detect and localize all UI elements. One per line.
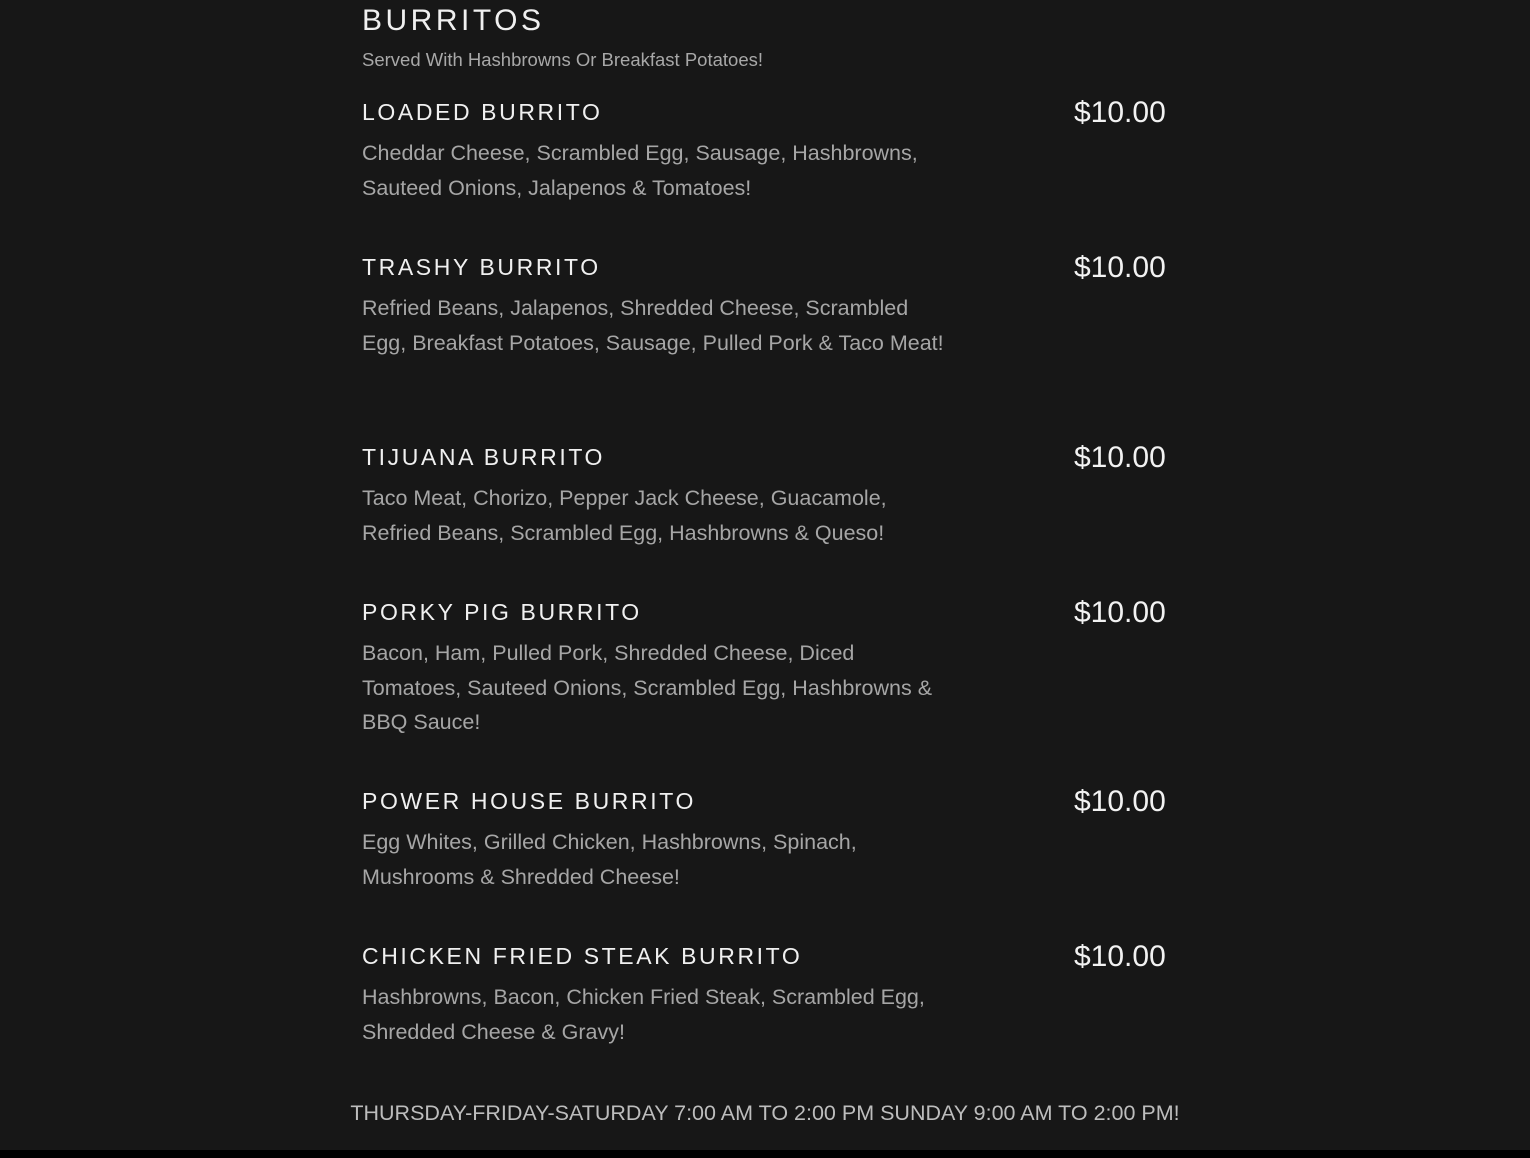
item-description: Egg Whites, Grilled Chicken, Hashbrowns, Spinach, Mushrooms & Shredded Cheese! — [362, 830, 857, 889]
item-name: TIJUANA BURRITO — [362, 444, 606, 470]
item-name: CHICKEN FRIED STEAK BURRITO — [362, 943, 803, 969]
item-price: $10.00 — [1074, 251, 1166, 284]
footer-bar — [0, 1150, 1530, 1158]
item-name: PORKY PIG BURRITO — [362, 599, 642, 625]
item-description: Hashbrowns, Bacon, Chicken Fried Steak, Scrambled Egg, Shredded Cheese & Gravy! — [362, 985, 925, 1044]
item-name: TRASHY BURRITO — [362, 254, 601, 280]
item-name: LOADED BURRITO — [362, 99, 603, 125]
section-title: BURRITOS — [362, 4, 545, 37]
item-price: $10.00 — [1074, 940, 1166, 973]
item-description: Refried Beans, Jalapenos, Shredded Cheese, Scrambled Egg, Breakfast Potatoes, Sausage, Pulled Pork & Taco Meat! — [362, 296, 944, 355]
item-price: $10.00 — [1074, 96, 1166, 129]
section-subtitle: Served With Hashbrowns Or Breakfast Potatoes! — [362, 49, 764, 70]
hours-banner: THURSDAY-FRIDAY-SATURDAY 7:00 AM TO 2:00 PM SUNDAY 9:00 AM TO 2:00 PM! — [350, 1101, 1180, 1125]
item-price: $10.00 — [1074, 441, 1166, 474]
item-price: $10.00 — [1074, 596, 1166, 629]
item-description: Bacon, Ham, Pulled Pork, Shredded Cheese, Diced Tomatoes, Sauteed Onions, Scrambled Egg, Hashbrowns & BBQ Sauce! — [362, 641, 933, 735]
item-name: POWER HOUSE BURRITO — [362, 788, 696, 814]
item-description: Cheddar Cheese, Scrambled Egg, Sausage, Hashbrowns, Sauteed Onions, Jalapenos & Tomatoes! — [362, 141, 918, 200]
item-description: Taco Meat, Chorizo, Pepper Jack Cheese, Guacamole, Refried Beans, Scrambled Egg, Hashbrowns & Queso! — [362, 486, 887, 545]
item-price: $10.00 — [1074, 785, 1166, 818]
